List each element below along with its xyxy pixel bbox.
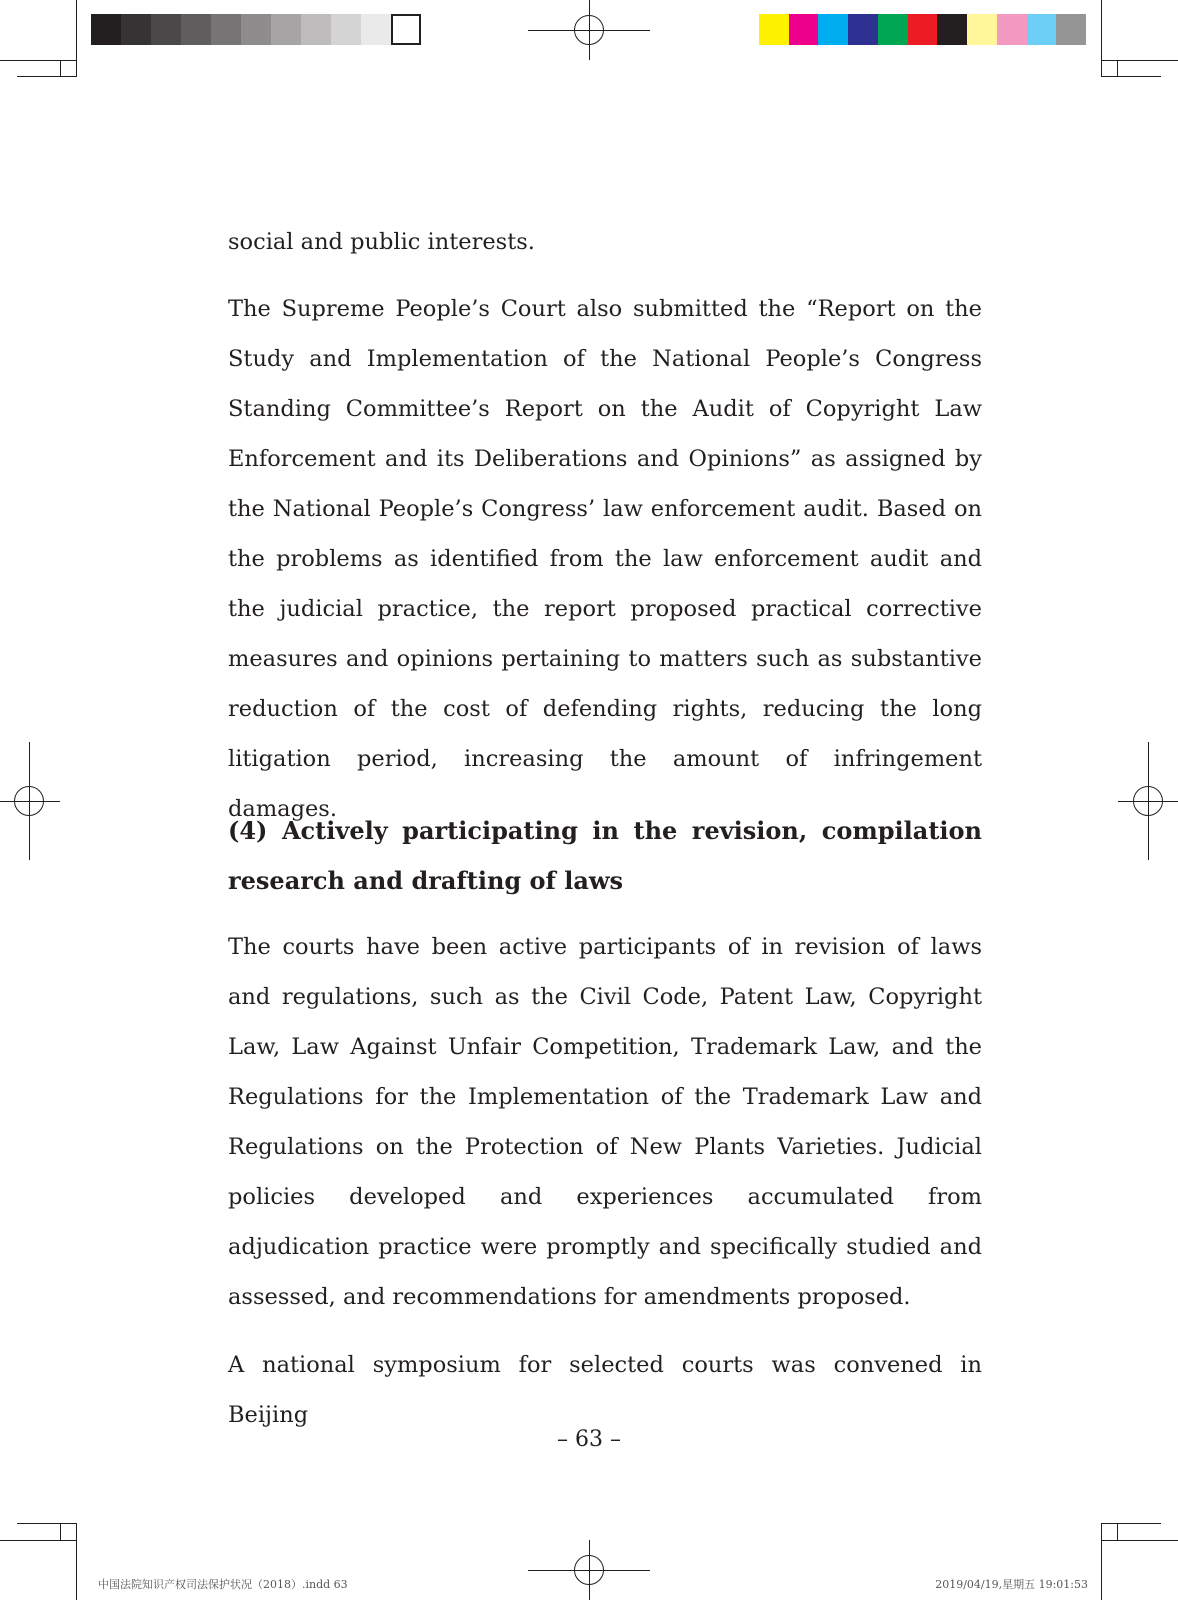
section-heading: (4) Actively participating in the revision, compilation research and drafting of laws bbox=[228, 816, 982, 895]
calibration-swatch bbox=[848, 14, 878, 45]
calibration-swatch bbox=[759, 14, 789, 45]
paragraph-3: A national symposium for selected courts was convened in Beijing bbox=[228, 1352, 982, 1428]
calibration-swatch bbox=[967, 14, 997, 45]
calibration-swatch bbox=[878, 14, 908, 45]
page-number: – 63 – bbox=[557, 1427, 621, 1452]
calibration-swatch bbox=[271, 14, 301, 45]
footer-file-name: 中国法院知识产权司法保护状况（2018）.indd 63 bbox=[98, 1578, 348, 1591]
calibration-swatch bbox=[301, 14, 331, 45]
footer-timestamp: 2019/04/19,星期五 19:01:53 bbox=[935, 1578, 1088, 1591]
calibration-swatch bbox=[241, 14, 271, 45]
calibration-swatch bbox=[789, 14, 819, 45]
continuation-text: social and public interests. bbox=[228, 229, 535, 255]
calibration-swatch bbox=[818, 14, 848, 45]
calibration-swatch bbox=[391, 14, 421, 45]
calibration-swatch bbox=[908, 14, 938, 45]
calibration-swatch bbox=[997, 14, 1027, 45]
calibration-swatch bbox=[121, 14, 151, 45]
calibration-swatch bbox=[91, 14, 121, 45]
color-calibration-bar bbox=[759, 14, 1086, 45]
calibration-swatch bbox=[1027, 14, 1057, 45]
calibration-swatch bbox=[211, 14, 241, 45]
calibration-swatch bbox=[937, 14, 967, 45]
calibration-swatch bbox=[181, 14, 211, 45]
calibration-swatch bbox=[361, 14, 391, 45]
calibration-swatch bbox=[1056, 14, 1086, 45]
calibration-swatch bbox=[151, 14, 181, 45]
paragraph-1: The Supreme People’s Court also submitted the “Report on the Study and Implementation of the National People’s Congress Standing Committee’s Report on the Audit of Copyright Law Enforcement and its Deliberations and Opinions” as assigned by the National People’s Congress’ law enforcement audit. Based on the problems as identified from the law enforcement audit and the judicial practice, the report proposed practical corrective measures and opinions pertaining to matters such as substantive reduction of the cost of defending rights, reducing the long litigation period, increasing the amount of infringement damages. bbox=[228, 296, 982, 822]
calibration-swatch bbox=[331, 14, 361, 45]
gray-calibration-bar bbox=[91, 14, 421, 45]
paragraph-2: The courts have been active participants of in revision of laws and regulations, such as the Civil Code, Patent Law, Copyright Law, Law Against Unfair Competition, Trademark Law, and the Regulations for the Implementation of the Trademark Law and Regulations on the Protection of New Plants Varieties. Judicial policies developed and experiences accumulated from adjudication practice were promptly and specifically studied and assessed, and recommendations for amendments proposed. bbox=[228, 934, 982, 1310]
